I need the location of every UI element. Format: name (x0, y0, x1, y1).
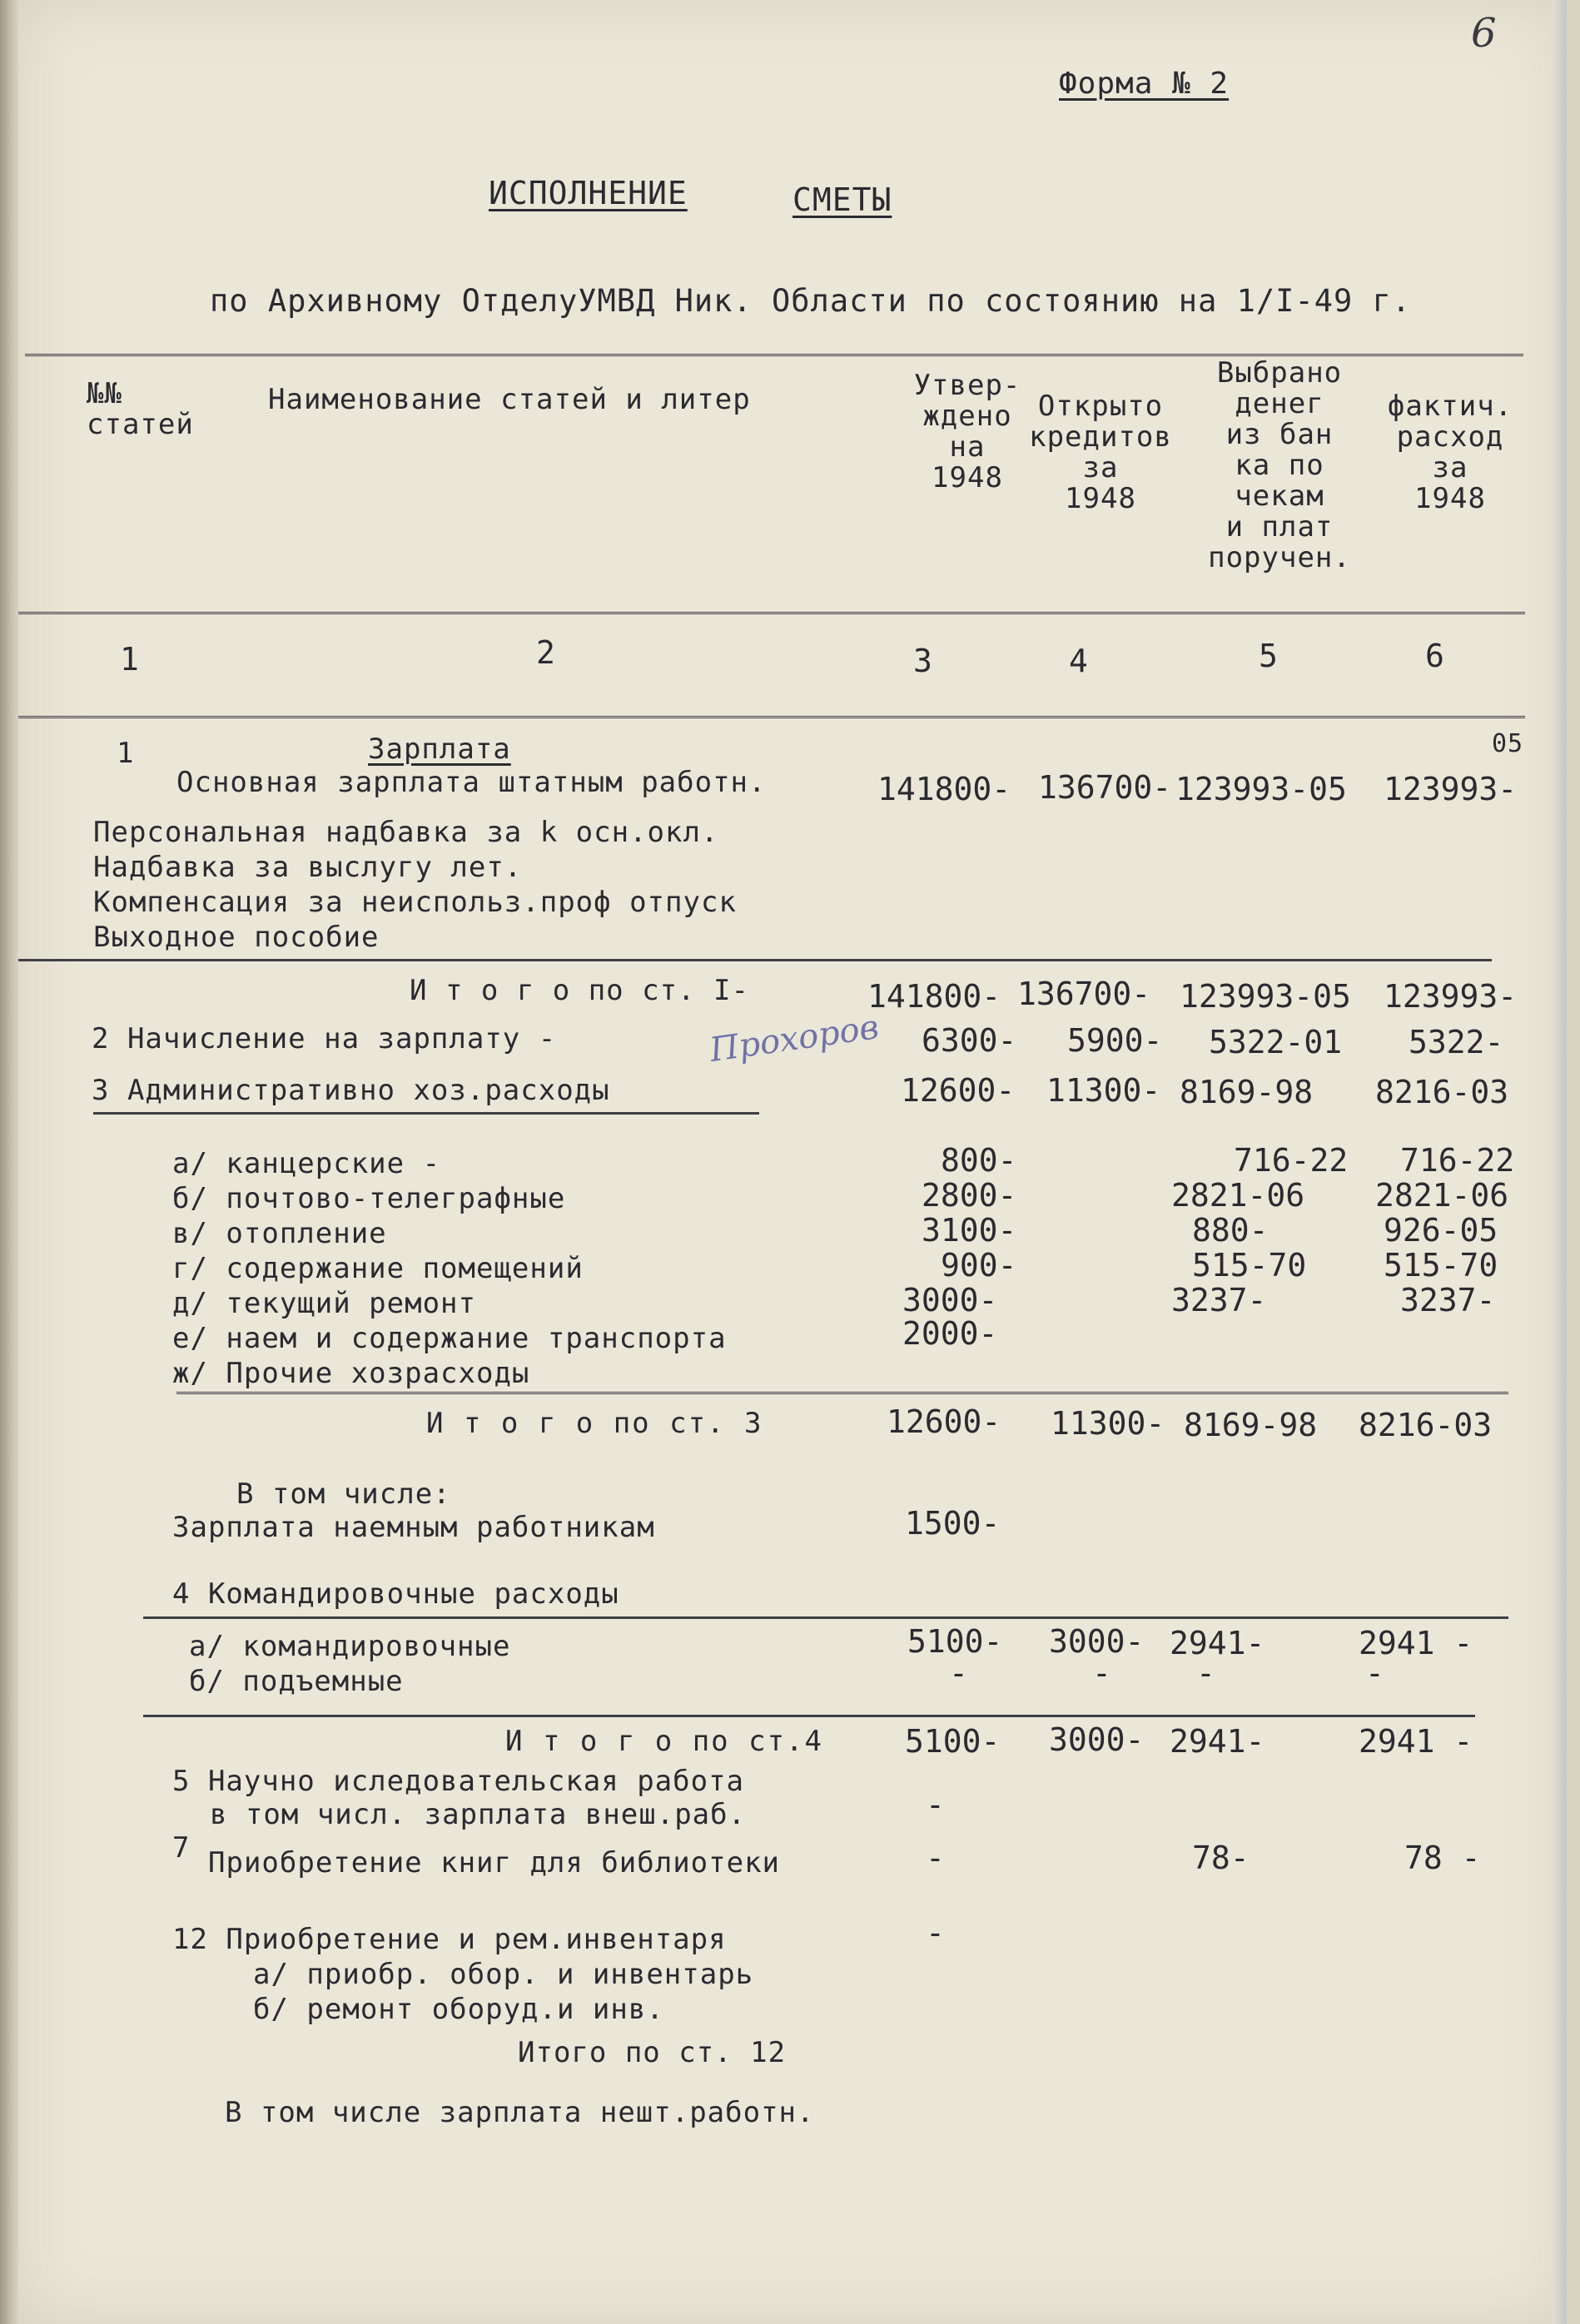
sub3-b-approved: 2800- (922, 1177, 1017, 1214)
sub3-a-actual: 716-22 (1400, 1142, 1515, 1179)
page-number: 6 (1471, 10, 1497, 57)
col-num-5: 5 (1259, 638, 1278, 674)
row12-name: 12 Приобретение и рем.инвентаря (172, 1923, 727, 1956)
row4b-dash-3: - (949, 1655, 968, 1691)
including-label: В том числе: (236, 1477, 451, 1511)
total4-withdrawn: 2941- (1170, 1723, 1265, 1760)
sub3-g-name: ж/ Прочие хозрасходы (172, 1357, 530, 1390)
total3-rule (176, 1392, 1508, 1397)
final-line: В том числе зарплата нешт.работн. (225, 2096, 815, 2129)
total12-label: Итого по ст. 12 (518, 2036, 787, 2069)
total3-approved: 12600- (887, 1403, 1001, 1440)
sub3-b-actual: 2821-06 (1375, 1177, 1509, 1214)
total3-label: И т о г о по ст. 3 (426, 1407, 763, 1440)
row7-actual: 78 - (1404, 1840, 1481, 1876)
sub3-e-approved: 3000- (902, 1282, 998, 1318)
sec1-title: Зарплата (368, 732, 511, 766)
total3-actual: 8216-03 (1359, 1407, 1493, 1443)
row7-withdrawn: 78- (1192, 1840, 1250, 1876)
row3-withdrawn: 8169-98 (1180, 1074, 1314, 1110)
total1-actual: 123993- (1384, 978, 1518, 1015)
total1-credits: 136700- (1017, 976, 1151, 1012)
row1-name: Основная зарплата штатным работн. (176, 766, 767, 799)
total1-label: И т о г о по ст. I- (410, 974, 749, 1007)
row4a-credits: 3000- (1049, 1623, 1145, 1660)
total1-rule (18, 959, 1492, 961)
row4a-approved: 5100- (907, 1623, 1003, 1660)
sub3-c-withdrawn: 880- (1192, 1212, 1269, 1249)
row7-number: 7 (172, 1831, 191, 1865)
row5-sub: в том числ. зарплата внеш.раб. (210, 1798, 747, 1831)
title-part1: ИСПОЛНЕНИЕ (489, 175, 688, 211)
sub3-a-withdrawn: 716-22 (1234, 1142, 1349, 1179)
row2-actual: 5322- (1409, 1024, 1504, 1060)
col-header-approved: Утвер- ждено на 1948 (913, 369, 1021, 494)
row7-name: Приобретение книг для библиотеки (208, 1846, 781, 1880)
sub3-f-approved: 2000- (902, 1315, 998, 1352)
col-num-3: 3 (913, 643, 932, 679)
col-num-2: 2 (536, 634, 555, 671)
row2-approved: 6300- (922, 1022, 1017, 1059)
row2-withdrawn: 5322-01 (1209, 1024, 1343, 1060)
row4-name: 4 Командировочные расходы (172, 1577, 619, 1611)
sub3-d-approved: 900- (941, 1247, 1017, 1284)
row4b-dash-4: - (1092, 1655, 1111, 1691)
col-header-withdrawn: Выбрано денег из бан ка по чекам и плат поручен. (1208, 356, 1351, 574)
total3-credits: 11300- (1051, 1405, 1165, 1442)
right-page-edge (1552, 0, 1567, 2324)
col-header-name: Наименование статей и литер (268, 383, 751, 416)
sub3-f-name: е/ наем и содержание транспорта (172, 1322, 727, 1355)
row4b-dash-6: - (1365, 1655, 1384, 1691)
row1c-name: Компенсация за неиспольз.проф отпуск (93, 886, 737, 919)
total4-label: И т о г о по ст.4 (505, 1725, 823, 1758)
row4a-actual: 2941 - (1359, 1625, 1473, 1661)
document-page (18, 0, 1567, 2324)
row7-approved: - (926, 1840, 945, 1876)
sub3-d-actual: 515-70 (1384, 1247, 1498, 1284)
row12-approved: - (926, 1914, 945, 1951)
row4a-name: а/ командировочные (189, 1630, 511, 1663)
row3-actual: 8216-03 (1375, 1074, 1509, 1110)
row2-credits: 5900- (1067, 1022, 1163, 1059)
row1-actual-kopecks: 05 (1492, 729, 1524, 758)
total3-withdrawn: 8169-98 (1184, 1407, 1318, 1443)
row1d-name: Выходное пособие (93, 921, 380, 954)
row4a-withdrawn: 2941- (1170, 1625, 1265, 1661)
total4-approved: 5100- (905, 1723, 1001, 1760)
row1-actual: 123993- (1384, 771, 1518, 807)
total1-approved: 141800- (867, 978, 1001, 1015)
row12b-name: б/ ремонт оборуд.и инв. (253, 1993, 664, 2026)
row1-credits: 136700- (1038, 769, 1172, 806)
row12a-name: а/ приобр. обор. и инвентарь (253, 1958, 754, 1991)
row3-credits: 11300- (1046, 1072, 1161, 1109)
row3-name: 3 Административно хоз.расходы (92, 1074, 610, 1107)
total4-rule (143, 1715, 1475, 1717)
sub3-b-withdrawn: 2821-06 (1171, 1177, 1305, 1214)
sub3-a-approved: 800- (941, 1142, 1017, 1179)
sub3-d-name: г/ содержание помещений (172, 1252, 584, 1285)
row1-approved: 141800- (877, 771, 1011, 807)
row1a-name: Персональная надбавка за k осн.окл. (93, 816, 719, 849)
form-label: Форма № 2 (1059, 67, 1230, 101)
total1-withdrawn: 123993-05 (1180, 978, 1351, 1015)
header-bottom-rule (18, 612, 1525, 617)
including-name: Зарплата наемным работникам (172, 1511, 655, 1544)
sub3-e-actual: 3237- (1400, 1282, 1496, 1318)
title-part2: СМЕТЫ (792, 181, 892, 218)
row5-name: 5 Научно иследовательская работа (172, 1765, 745, 1798)
col-num-4: 4 (1069, 643, 1088, 679)
subtitle: по Архивному ОтделуУМВД Ник. Области по состоянию на 1/I-49 г. (210, 283, 1412, 319)
row4-rule (143, 1616, 1508, 1619)
numbers-rule (18, 716, 1525, 721)
sub3-b-name: б/ почтово-телеграфные (172, 1182, 566, 1215)
row3-underline (93, 1112, 759, 1115)
row4b-dash-5: - (1196, 1655, 1215, 1691)
sub3-e-withdrawn: 3237- (1171, 1282, 1267, 1318)
binding-edge (0, 0, 20, 2324)
sub3-c-approved: 3100- (922, 1212, 1017, 1249)
col-header-actual: фактич. расход за 1948 (1387, 390, 1513, 515)
col-header-number: №№ статей (87, 377, 194, 441)
row1-withdrawn: 123993-05 (1175, 771, 1347, 807)
sub3-e-name: д/ текущий ремонт (172, 1287, 476, 1320)
row3-approved: 12600- (901, 1072, 1016, 1109)
sub3-d-withdrawn: 515-70 (1192, 1247, 1307, 1284)
row5-approved: - (926, 1786, 945, 1823)
col-header-credits: Открыто кредитов за 1948 (1029, 390, 1172, 515)
including-approved: 1500- (905, 1505, 1001, 1542)
sec1-number: 1 (117, 737, 135, 770)
handwritten-stamp: Прохоров (707, 1008, 882, 1070)
sub3-c-name: в/ отопление (172, 1217, 387, 1250)
sub3-c-actual: 926-05 (1384, 1212, 1498, 1249)
col-num-1: 1 (120, 641, 139, 678)
row2-name: 2 Начисление на зарплату - (92, 1022, 557, 1055)
sub3-a-name: а/ канцерские - (172, 1147, 441, 1180)
total4-credits: 3000- (1049, 1721, 1145, 1758)
col-num-6: 6 (1425, 638, 1444, 674)
row4b-name: б/ подъемные (189, 1665, 404, 1698)
row1b-name: Надбавка за выслугу лет. (93, 851, 523, 884)
total4-actual: 2941 - (1359, 1723, 1473, 1760)
